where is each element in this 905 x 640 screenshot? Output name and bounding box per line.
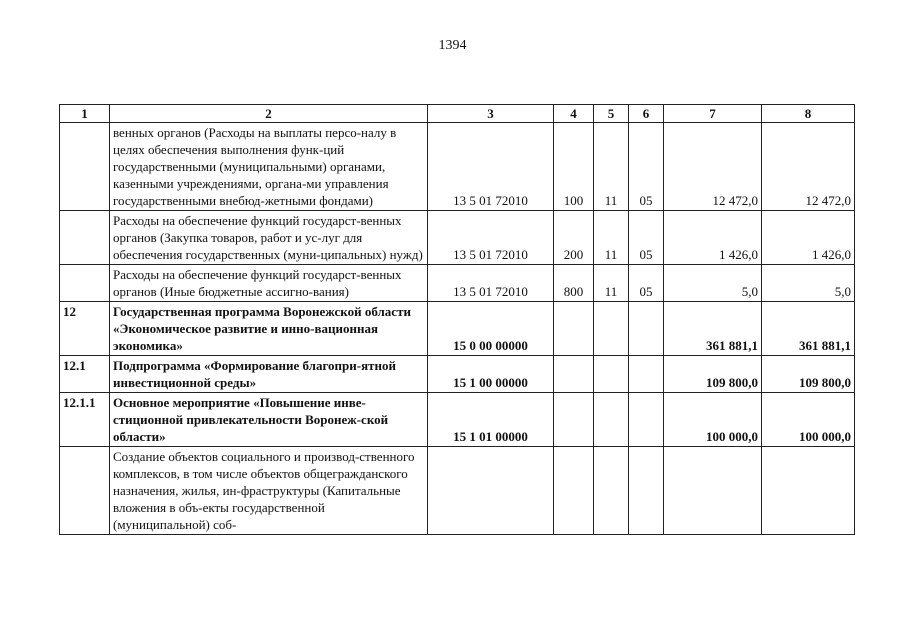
row-expense-type — [554, 356, 594, 393]
row-subsection — [629, 302, 664, 356]
table-row — [60, 123, 855, 211]
header-cell: 2 — [110, 105, 428, 123]
row-target-code: 15 1 00 00000 — [428, 356, 554, 393]
row-amount-7: 12 472,0 — [664, 123, 762, 211]
row-number — [60, 211, 110, 265]
row-amount-8: 109 800,0 — [762, 356, 855, 393]
row-number: 12.1 — [60, 356, 110, 393]
row-amount-8: 5,0 — [762, 265, 855, 302]
row-number — [60, 123, 110, 211]
row-target-code: 15 0 00 00000 — [428, 302, 554, 356]
header-cell: 1 — [60, 105, 110, 123]
header-cell: 5 — [594, 105, 629, 123]
row-subsection — [629, 393, 664, 447]
row-section — [594, 356, 629, 393]
row-subsection: 05 — [629, 265, 664, 302]
budget-table — [59, 104, 855, 535]
header-cell: 6 — [629, 105, 664, 123]
row-amount-7: 100 000,0 — [664, 393, 762, 447]
row-target-code: 13 5 01 72010 — [428, 211, 554, 265]
row-amount-8: 12 472,0 — [762, 123, 855, 211]
row-description: Государственная программа Воронежской области «Экономическое развитие и инно-вационная экономика» — [110, 302, 428, 356]
row-number — [60, 265, 110, 302]
row-expense-type — [554, 302, 594, 356]
row-target-code: 15 1 01 00000 — [428, 393, 554, 447]
row-description: Создание объектов социального и производ-ственного комплексов, в том числе объектов общегражданского назначения, жилья, ин-фраструктуры (Капитальные вложения в объ-екты государственной (муниципальной) соб- — [110, 447, 428, 535]
table-row — [60, 302, 855, 356]
row-description: Подпрограмма «Формирование благопри-ятной инвестиционной среды» — [110, 356, 428, 393]
row-amount-7: 1 426,0 — [664, 211, 762, 265]
row-section: 11 — [594, 265, 629, 302]
table-row — [60, 211, 855, 265]
row-amount-8: 361 881,1 — [762, 302, 855, 356]
table-row — [60, 447, 855, 535]
row-expense-type: 100 — [554, 123, 594, 211]
row-subsection — [629, 356, 664, 393]
row-number: 12.1.1 — [60, 393, 110, 447]
row-number — [60, 447, 110, 535]
row-description: Расходы на обеспечение функций государст-венных органов (Иные бюджетные ассигно-вания) — [110, 265, 428, 302]
row-section — [594, 447, 629, 535]
row-description: венных органов (Расходы на выплаты персо-налу в целях обеспечения выполнения функ-ций государственными (муниципальными) органами, казенными учреждениями, органа-ми управления государственными внебюд-жетными фондами) — [110, 123, 428, 211]
row-amount-8: 100 000,0 — [762, 393, 855, 447]
row-subsection: 05 — [629, 123, 664, 211]
row-expense-type: 800 — [554, 265, 594, 302]
row-target-code: 13 5 01 72010 — [428, 123, 554, 211]
row-section: 11 — [594, 211, 629, 265]
row-target-code — [428, 447, 554, 535]
table-row — [60, 356, 855, 393]
header-cell: 7 — [664, 105, 762, 123]
header-cell: 4 — [554, 105, 594, 123]
row-description: Расходы на обеспечение функций государст-венных органов (Закупка товаров, работ и ус-луг для обеспечения государственных (муни-ципальных) нужд) — [110, 211, 428, 265]
row-amount-7 — [664, 447, 762, 535]
header-cell: 3 — [428, 105, 554, 123]
row-expense-type — [554, 393, 594, 447]
table-row — [60, 393, 855, 447]
row-amount-7: 5,0 — [664, 265, 762, 302]
row-expense-type — [554, 447, 594, 535]
row-amount-8 — [762, 447, 855, 535]
row-section — [594, 393, 629, 447]
row-target-code: 13 5 01 72010 — [428, 265, 554, 302]
row-section — [594, 302, 629, 356]
table-row — [60, 265, 855, 302]
table-header-row — [60, 105, 855, 123]
row-section: 11 — [594, 123, 629, 211]
row-subsection: 05 — [629, 211, 664, 265]
page-number: 1394 — [438, 38, 467, 53]
row-number: 12 — [60, 302, 110, 356]
row-expense-type: 200 — [554, 211, 594, 265]
row-amount-7: 109 800,0 — [664, 356, 762, 393]
row-amount-7: 361 881,1 — [664, 302, 762, 356]
row-subsection — [629, 447, 664, 535]
row-amount-8: 1 426,0 — [762, 211, 855, 265]
header-cell: 8 — [762, 105, 855, 123]
row-description: Основное мероприятие «Повышение инве-стиционной привлекательности Воронеж-ской области» — [110, 393, 428, 447]
